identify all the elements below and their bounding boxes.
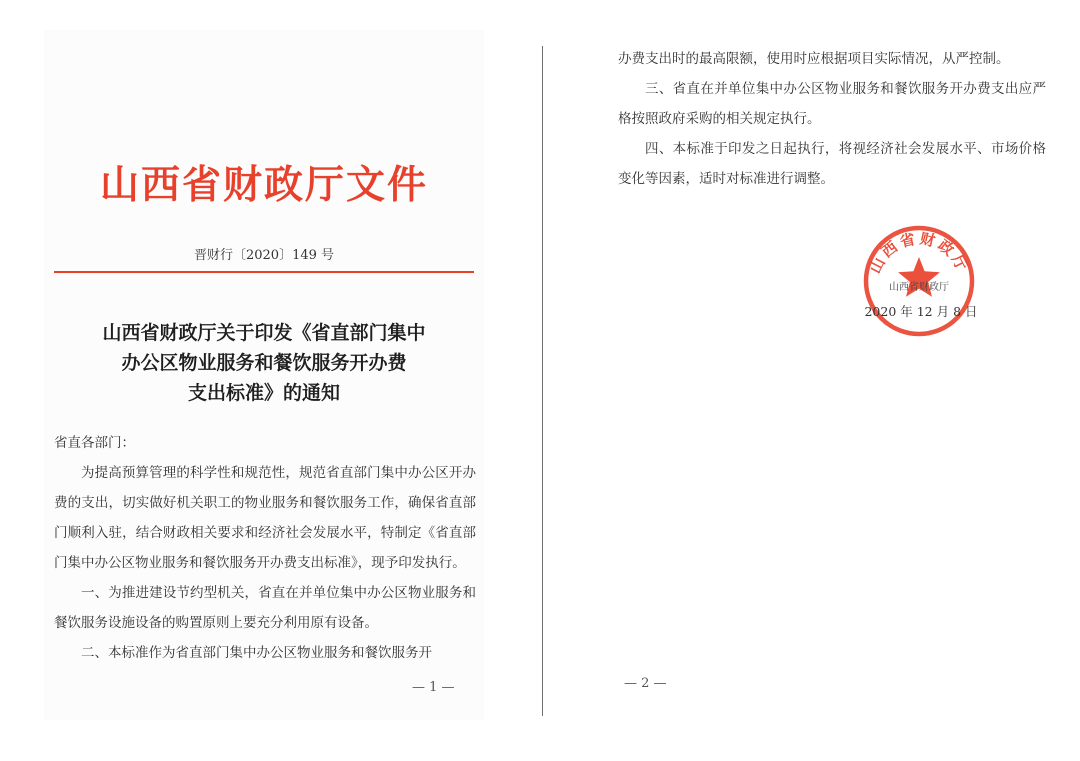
issue-date: 2020 年 12 月 8 日	[864, 304, 978, 319]
paragraph-item-2-continued: 办费支出时的最高限额，使用时应根据项目实际情况，从严控制。	[618, 51, 1010, 67]
title-line-1: 山西省财政厅关于印发《省直部门集中	[102, 322, 426, 344]
title-line-2: 办公区物业服务和餐饮服务开办费	[121, 352, 407, 374]
paragraph-item-1: 一、为推进建设节约型机关，省直在并单位集中办公区物业服务和餐饮服务设施设备的购置原则上要充分利用原有设备。	[54, 585, 476, 631]
paragraph-intro: 为提高预算管理的科学性和规范性，规范省直部门集中办公区开办费的支出，切实做好机关职工的物业服务和餐饮服务工作，确保省直部门顺利入驻，结合财政相关要求和经济社会发展水平，特制定《省直部门集中办公区物业服务和餐饮服务开办费支出标准》，现予印发执行。	[54, 465, 476, 571]
seal-ring-textpath: 山西省财政厅	[865, 229, 973, 277]
title-line-3: 支出标准》的通知	[187, 382, 340, 404]
red-separator-line	[54, 271, 474, 273]
issuer-name: 山西省财政厅	[889, 282, 949, 293]
salutation-block	[54, 428, 476, 458]
salutation: 省直各部门：	[54, 435, 135, 451]
page-divider	[542, 46, 543, 716]
paragraph-item-2: 二、本标准作为省直部门集中办公区物业服务和餐饮服务开	[81, 645, 432, 661]
page-2-body	[618, 44, 1046, 194]
page-number-2: — 2 —	[624, 676, 667, 691]
paragraph-item-3: 三、省直在并单位集中办公区物业服务和餐饮服务开办费支出应严格按照政府采购的相关规定执行。	[618, 81, 1046, 127]
document-number: 晋财行〔2020〕149 号	[193, 248, 335, 263]
paragraph-item-4: 四、本标准于印发之日起执行，将视经济社会发展水平、市场价格变化等因素，适时对标准进行调整。	[618, 141, 1046, 187]
page-number-1: — 1 —	[412, 680, 455, 695]
page-1-body	[54, 458, 476, 668]
document-title	[54, 318, 474, 408]
document-header: 山西省财政厅文件	[99, 163, 428, 208]
